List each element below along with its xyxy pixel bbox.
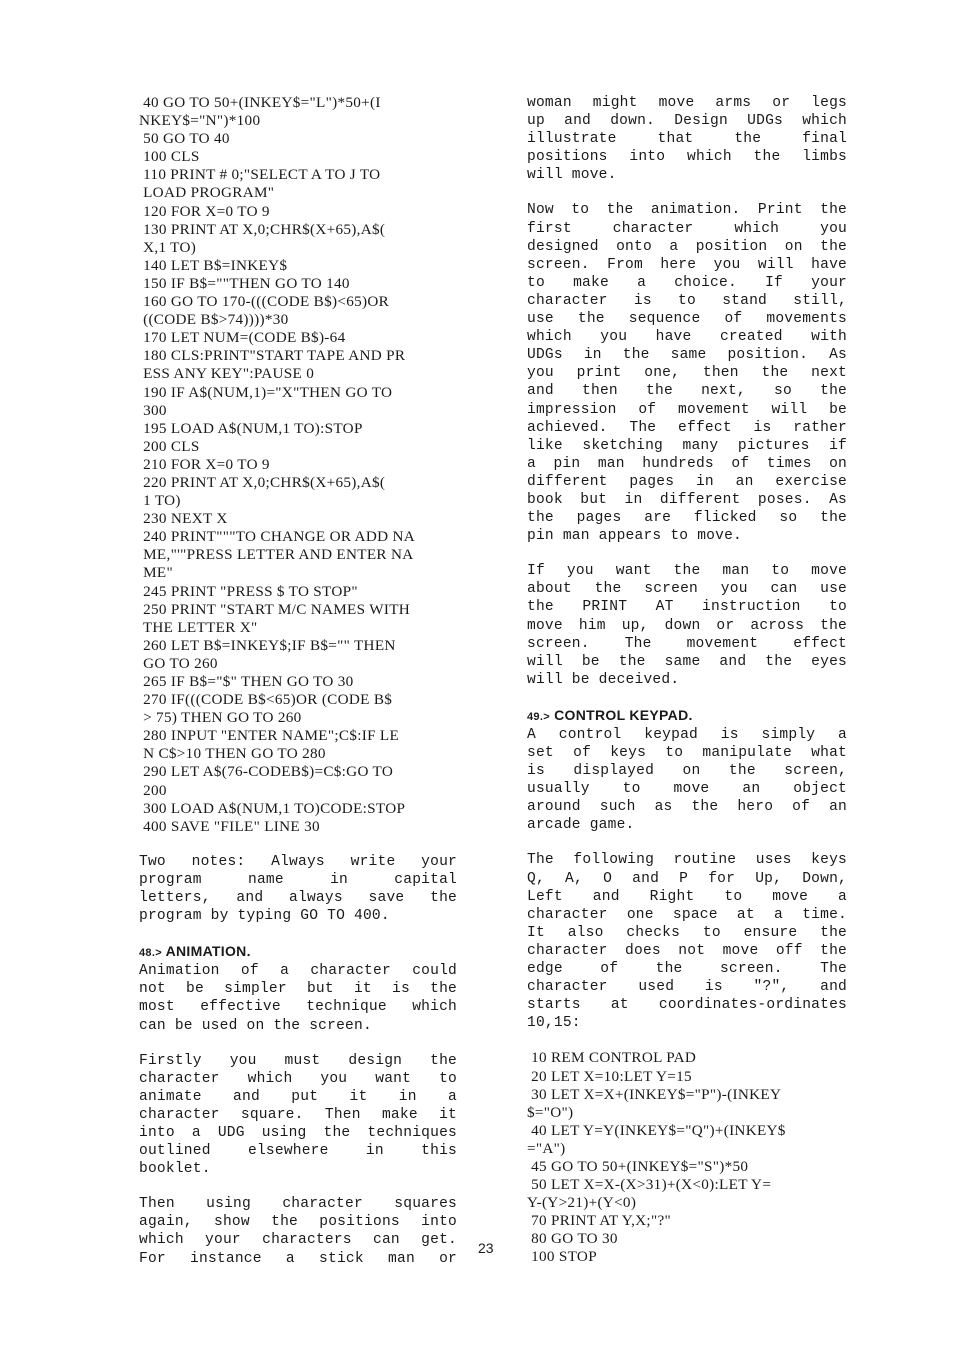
text-line: move him up, down or across the <box>527 617 847 634</box>
code-line: 120 FOR X=0 TO 9 <box>139 202 270 220</box>
animation-paragraph-2 <box>139 1052 457 1179</box>
text-line: edge of the screen. The <box>527 961 847 978</box>
text-line: like sketching many pictures if <box>527 437 847 454</box>
text-line: book but in different poses. As <box>527 491 847 508</box>
text-line: A control keypad is simply a <box>527 726 847 743</box>
code-line: 260 LET B$=INKEY$;IF B$="" THEN <box>139 636 396 654</box>
keypad-code-listing <box>527 1049 847 1266</box>
text-line: the PRINT AT instruction to <box>527 599 847 616</box>
animation-method-paragraph <box>527 201 847 545</box>
keypad-paragraph-1 <box>527 726 847 835</box>
code-line: ME,"'"PRESS LETTER AND ENTER NA <box>139 546 414 564</box>
text-line: animate and put it in a <box>139 1088 457 1105</box>
notes-paragraph <box>139 853 457 925</box>
text-line: pin man appears to move. <box>527 528 742 545</box>
animation-heading <box>139 942 457 962</box>
code-line: 1 TO) <box>139 492 181 510</box>
code-line: 110 PRINT # 0;"SELECT A TO J TO <box>139 166 381 184</box>
text-line: screen. From here you will have <box>527 256 847 273</box>
text-line: is displayed on the screen, <box>527 763 847 780</box>
animation-heading-title: ANIMATION. <box>165 943 251 960</box>
keypad-heading <box>527 706 847 726</box>
code-line: 290 LET A$(76-CODEB$)=C$:GO TO <box>139 763 394 781</box>
text-line: woman might move arms or legs <box>527 95 847 111</box>
code-line: ESS ANY KEY":PAUSE 0 <box>139 365 315 383</box>
code-line: 140 LET B$=INKEY$ <box>139 256 288 274</box>
text-line: impression of movement will be <box>527 401 847 418</box>
code-line: NKEY$="N")*100 <box>139 112 261 130</box>
page-number: 23 <box>478 1240 494 1256</box>
text-line: which your characters can get. <box>139 1232 457 1249</box>
text-line: and then the next, so the <box>527 383 847 400</box>
keypad-paragraph-2 <box>527 851 847 1032</box>
code-line: 210 FOR X=0 TO 9 <box>139 455 270 473</box>
text-line: arcade game. <box>527 817 635 834</box>
code-line: ((CODE B$>74))))*30 <box>139 311 289 329</box>
code-line: 20 LET X=10:LET Y=15 <box>527 1067 692 1085</box>
text-line: will be the same and the eyes <box>527 653 847 670</box>
text-line: character used is "?", and <box>527 979 847 996</box>
text-line: designed onto a position on the <box>527 238 847 255</box>
code-line: 220 PRINT AT X,0;CHR$(X+65),A$( <box>139 473 386 491</box>
code-line: 150 IF B$=""THEN GO TO 140 <box>139 274 350 292</box>
code-line: 10 REM CONTROL PAD <box>527 1049 697 1067</box>
text-line: For instance a stick man or <box>139 1250 457 1267</box>
code-line: 400 SAVE "FILE" LINE 30 <box>139 817 320 835</box>
animation-paragraph-1 <box>139 962 457 1034</box>
keypad-heading-number: 49.> <box>527 710 550 723</box>
code-line: 100 CLS <box>139 148 200 166</box>
code-line: ME" <box>139 564 173 582</box>
text-line: can be used on the screen. <box>139 1017 372 1034</box>
print-at-paragraph <box>527 562 847 689</box>
animation-paragraph-3 <box>139 1195 457 1267</box>
text-line: Then using character squares <box>139 1196 457 1213</box>
text-line: most effective technique which <box>139 999 457 1016</box>
code-line: 240 PRINT"""TO CHANGE OR ADD NA <box>139 528 415 546</box>
text-line: character square. Then make it <box>139 1106 457 1123</box>
text-line: Q, A, O and P for Up, Down, <box>527 870 847 887</box>
text-line: up and down. Design UDGs which <box>527 113 847 130</box>
text-line: usually to move an object <box>527 781 847 798</box>
code-line: 100 STOP <box>527 1248 597 1266</box>
code-line: > 75) THEN GO TO 260 <box>139 709 302 727</box>
code-line: 180 CLS:PRINT"START TAPE AND PR <box>139 347 406 365</box>
code-line: X,1 TO) <box>139 238 197 256</box>
code-line: Y-(Y>21)+(Y<0) <box>527 1194 637 1212</box>
text-line: The following routine uses keys <box>527 852 847 869</box>
text-line: It also checks to ensure the <box>527 924 847 941</box>
text-line: you print one, then the next <box>527 365 847 382</box>
code-line: 245 PRINT "PRESS $ TO STOP" <box>139 582 358 600</box>
text-line: Now to the animation. Print the <box>527 202 847 219</box>
text-line: not be simpler but it is the <box>139 981 457 998</box>
text-line: character is to stand still, <box>527 292 847 309</box>
text-line: Animation of a character could <box>139 963 457 980</box>
code-line: 195 LOAD A$(NUM,1 TO):STOP <box>139 419 363 437</box>
code-line: 270 IF(((CODE B$<65)OR (CODE B$ <box>139 691 393 709</box>
right-column <box>527 94 847 1284</box>
text-line: character one space at a time. <box>527 906 847 923</box>
code-line: 40 LET Y=Y(INKEY$="Q")+(INKEY$ <box>527 1121 786 1139</box>
text-line: first character which you <box>527 220 847 237</box>
keypad-heading-title: CONTROL KEYPAD. <box>554 706 693 723</box>
code-line: N C$>10 THEN GO TO 280 <box>139 745 326 763</box>
text-line: 10,15: <box>527 1015 581 1032</box>
text-line: Two notes: Always write your <box>139 853 457 870</box>
text-line: which you have created with <box>527 329 847 346</box>
code-line: 200 CLS <box>139 437 200 455</box>
text-line: If you want the man to move <box>527 563 847 580</box>
text-line: use the sequence of movements <box>527 311 847 328</box>
code-line: 280 INPUT "ENTER NAME";C$:IF LE <box>139 727 400 745</box>
animation-heading-number: 48.> <box>139 947 162 960</box>
text-line: the pages are flicked so the <box>527 510 847 527</box>
text-line: character does not move off the <box>527 942 847 959</box>
code-line: GO TO 260 <box>139 654 218 672</box>
text-line: screen. The movement effect <box>527 635 847 652</box>
code-line: 160 GO TO 170-(((CODE B$)<65)OR <box>139 293 390 311</box>
text-line: letters, and always save the <box>139 890 457 907</box>
text-line: starts at coordinates-ordinates <box>527 997 847 1014</box>
code-line: 200 <box>139 781 167 799</box>
text-line: will be deceived. <box>527 671 680 688</box>
code-line: 300 LOAD A$(NUM,1 TO)CODE:STOP <box>139 799 406 817</box>
text-line: into a UDG using the techniques <box>139 1124 457 1141</box>
text-line: will move. <box>527 167 617 184</box>
text-line: different pages in an exercise <box>527 473 847 490</box>
text-line: UDGs in the same position. As <box>527 347 847 364</box>
text-line: Firstly you must design the <box>139 1052 457 1069</box>
code-line: 190 IF A$(NUM,1)="X"THEN GO TO <box>139 383 393 401</box>
code-line: 50 GO TO 40 <box>139 130 230 148</box>
text-line: character which you want to <box>139 1070 457 1087</box>
text-line: booklet. <box>139 1161 211 1178</box>
code-line: 230 NEXT X <box>139 510 228 528</box>
text-line: Left and Right to move a <box>527 888 847 905</box>
text-line: around such as the hero of an <box>527 799 847 816</box>
code-line: ="A") <box>527 1139 566 1157</box>
code-line: LOAD PROGRAM" <box>139 184 275 202</box>
code-line: 40 GO TO 50+(INKEY$="L")*50+(I <box>139 94 381 111</box>
text-line: about the screen you can use <box>527 581 847 598</box>
text-line: program by typing GO TO 400. <box>139 908 390 925</box>
text-line: set of keys to manipulate what <box>527 745 847 761</box>
text-line: to make a choice. If your <box>527 274 847 291</box>
code-line: 30 LET X=X+(INKEY$="P")-(INKEY <box>527 1085 782 1103</box>
text-line: outlined elsewhere in this <box>139 1143 457 1160</box>
code-line: 300 <box>139 401 167 419</box>
code-line: 50 LET X=X-(X>31)+(X<0):LET Y= <box>527 1176 772 1194</box>
code-line: 170 LET NUM=(CODE B$)-64 <box>139 329 346 347</box>
code-line: 250 PRINT "START M/C NAMES WITH <box>139 600 411 618</box>
text-line: positions into which the limbs <box>527 149 847 166</box>
code-line: THE LETTER X" <box>139 618 258 636</box>
code-line: 45 GO TO 50+(INKEY$="S")*50 <box>527 1157 749 1175</box>
continued-paragraph <box>527 94 847 184</box>
loader-code-listing <box>139 94 457 836</box>
text-line: again, show the positions into <box>139 1214 457 1231</box>
text-line: achieved. The effect is rather <box>527 419 847 436</box>
code-line: 130 PRINT AT X,0;CHR$(X+65),A$( <box>139 220 386 238</box>
left-column <box>139 94 457 1285</box>
text-line: program name in capital <box>139 871 457 888</box>
code-line: 80 GO TO 30 <box>527 1230 618 1248</box>
text-line: illustrate that the final <box>527 131 847 148</box>
code-line: $="O") <box>527 1103 574 1121</box>
code-line: 70 PRINT AT Y,X;"?" <box>527 1212 671 1230</box>
text-line: a pin man hundreds of times on <box>527 455 847 472</box>
code-line: 265 IF B$="$" THEN GO TO 30 <box>139 673 354 690</box>
